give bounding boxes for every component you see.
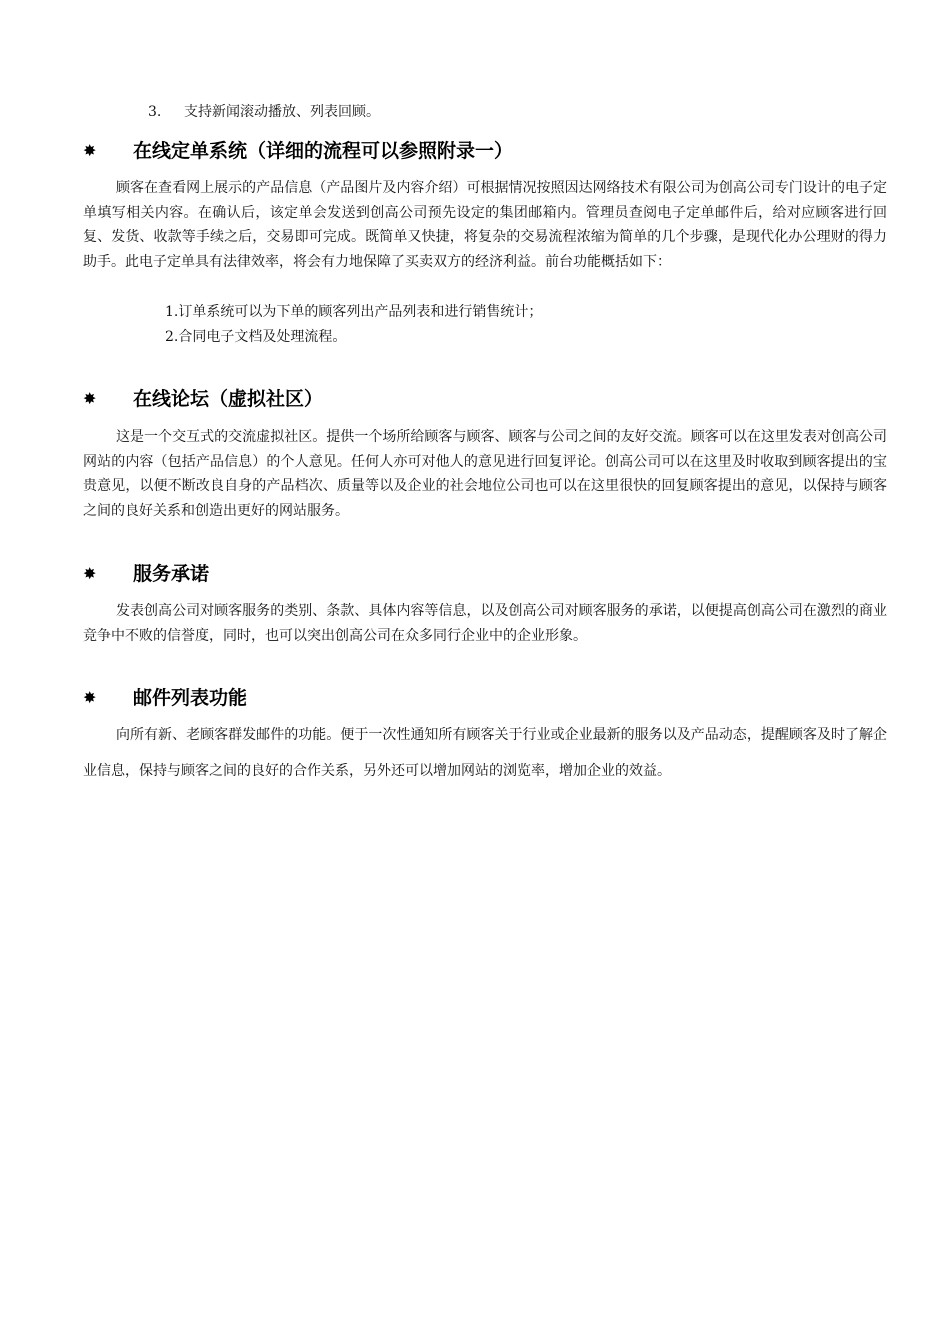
paragraph-mailing-list: 向所有新、老顾客群发邮件的功能。便于一次性通知所有顾客关于行业或企业最新的服务以及产品动态，提醒顾客及时了解企业信息，保持与顾客之间的良好的合作关系，另外还可以增加网站的浏览率，增加企业的效益。 xyxy=(83,727,887,779)
heading-text: 服务承诺 xyxy=(133,563,210,585)
list-text: 支持新闻滚动播放、列表回顾。 xyxy=(184,104,380,120)
star-bullet-icon: ✸ xyxy=(83,389,97,408)
heading-mailing-list xyxy=(83,685,247,711)
heading-online-order-system xyxy=(83,138,513,164)
list-number: 3. xyxy=(148,104,162,120)
paragraph-online-forum: 这是一个交互式的交流虚拟社区。提供一个场所给顾客与顾客、顾客与公司之间的友好交流。顾客可以在这里发表对创高公司网站的内容（包括产品信息）的个人意见。任何人亦可对他人的意见进行回复评论。创高公司可以在这里及时收取到顾客提出的宝贵意见，以便不断改良自身的产品档次、质量等以及企业的社会地位公司也可以在这里很快的回复顾客提出的意见，以保持与顾客之间的良好关系和创造出更好的网站服务。 xyxy=(83,429,887,519)
order-feature-item-2: 2.合同电子文档及处理流程。 xyxy=(165,329,347,345)
paragraph-online-order-system: 顾客在查看网上展示的产品信息（产品图片及内容介绍）可根据情况按照因达网络技术有限公司为创高公司专门设计的电子定单填写相关内容。在确认后，该定单会发送到创高公司预先设定的集团邮箱内。管理员查阅电子定单邮件后，给对应顾客进行回复、发货、收款等手续之后，交易即可完成。既简单又快捷，将复杂的交易流程浓缩为简单的几个步骤，是现代化办公理财的得力助手。此电子定单具有法律效率，将会有力地保障了买卖双方的经济利益。前台功能概括如下： xyxy=(83,180,887,270)
star-bullet-icon: ✸ xyxy=(83,688,97,707)
star-bullet-icon: ✸ xyxy=(83,564,97,583)
star-bullet-icon: ✸ xyxy=(83,141,97,160)
list-item-3 xyxy=(148,102,380,122)
paragraph-service-commitment: 发表创高公司对顾客服务的类别、条款、具体内容等信息，以及创高公司对顾客服务的承诺，以便提高创高公司在激烈的商业竞争中不败的信誉度，同时，也可以突出创高公司在众多同行企业中的企业形象。 xyxy=(83,603,887,644)
heading-text: 在线论坛（虚拟社区） xyxy=(133,388,324,410)
heading-online-forum xyxy=(83,386,323,412)
heading-text: 在线定单系统（详细的流程可以参照附录一） xyxy=(133,140,514,162)
heading-text: 邮件列表功能 xyxy=(133,687,248,709)
order-feature-item-1: 1.订单系统可以为下单的顾客列出产品列表和进行销售统计； xyxy=(165,304,543,320)
heading-service-commitment xyxy=(83,561,209,587)
